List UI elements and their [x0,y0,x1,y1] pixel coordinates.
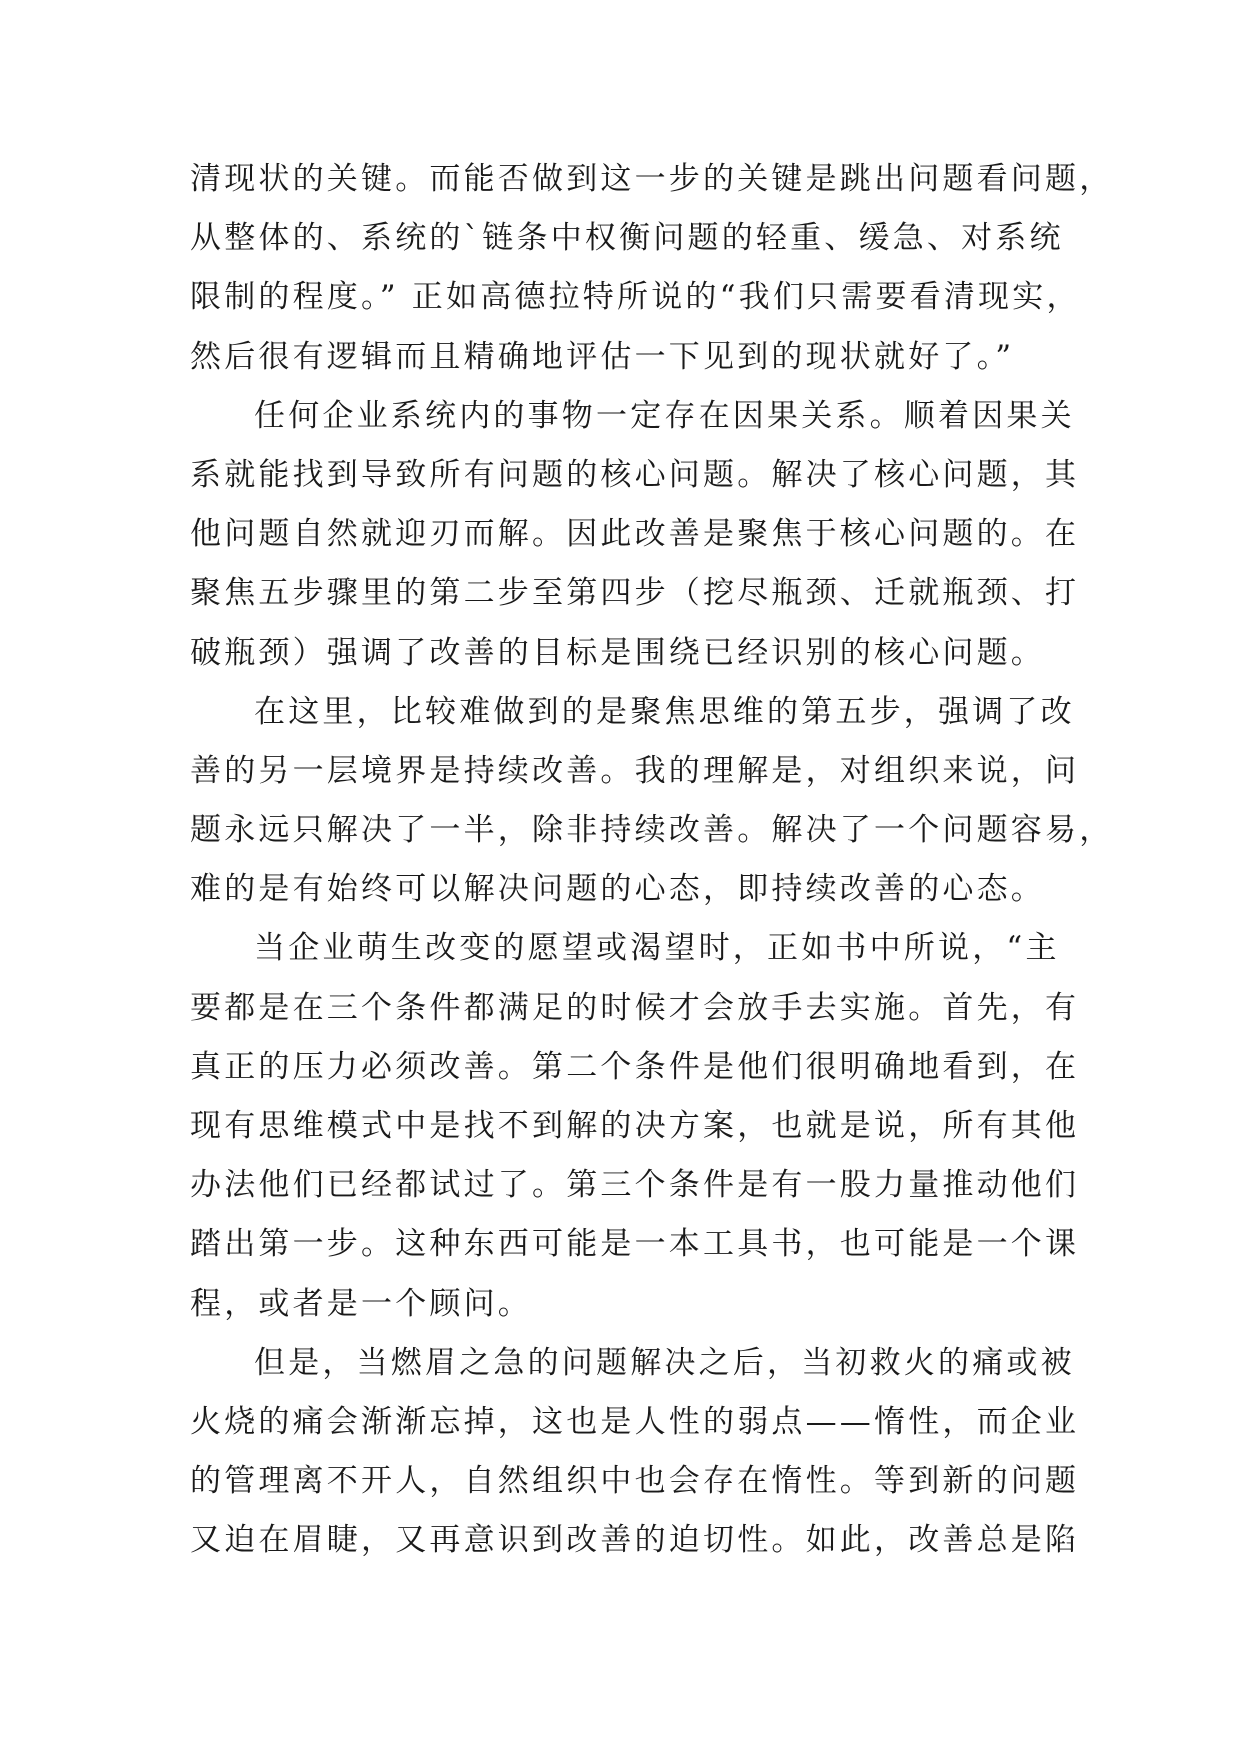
paragraph-first-line: 但是，当燃眉之急的问题解决之后，当初救火的痛或被 [254,1344,1075,1381]
paragraph-first-line: 任何企业系统内的事物一定存在因果关系。顺着因果关 [254,397,1075,434]
text-line: 清现状的关键。而能否做到这一步的关键是跳出问题看问题， [190,161,1114,197]
text-line: 程，或者是一个顾问。 [190,1285,532,1322]
text-line: 破瓶颈）强调了改善的目标是围绕已经识别的核心问题。 [190,634,1045,671]
text-line: 要都是在三个条件都满足的时候才会放手去实施。首先，有 [190,989,1080,1026]
text-line: 从整体的、系统的`链条中权衡问题的轻重、缓急、对系统 [190,220,1064,257]
text-line: 踏出第一步。这种东西可能是一本工具书，也可能是一个课 [190,1226,1080,1263]
text-line: 聚焦五步骤里的第二步至第四步（挖尽瓶颈、迁就瓶颈、打 [190,575,1080,612]
text-line: 的管理离不开人，自然组织中也会存在惰性。等到新的问题 [190,1463,1080,1500]
text-line: 难的是有始终可以解决问题的心态，即持续改善的心态。 [190,871,1045,908]
text-line: 真正的压力必须改善。第二个条件是他们很明确地看到，在 [190,1048,1080,1085]
paragraph-first-line: 当企业萌生改变的愿望或渴望时，正如书中所说，“主 [254,930,1060,967]
text-line: 办法他们已经都试过了。第三个条件是有一股力量推动他们 [190,1167,1080,1204]
text-line: 现有思维模式中是找不到解的决方案，也就是说，所有其他 [190,1108,1080,1144]
text-line: 又迫在眉睫，又再意识到改善的迫切性。如此，改善总是陷 [190,1522,1080,1559]
body-text [190,150,1114,1571]
text-line: 题永远只解决了一半，除非持续改善。解决了一个问题容易， [190,812,1114,849]
paragraph-first-line: 在这里，比较难做到的是聚焦思维的第五步，强调了改 [254,693,1075,730]
text-line: 火烧的痛会渐渐忘掉，这也是人性的弱点——惰性，而企业 [190,1403,1080,1440]
text-line: 限制的程度。” 正如高德拉特所说的“我们只需要看清现实， [190,279,1081,316]
text-line: 然后很有逻辑而且精确地评估一下见到的现状就好了。” [190,338,1015,375]
text-line: 他问题自然就迎刃而解。因此改善是聚焦于核心问题的。在 [190,516,1080,553]
text-line: 系就能找到导致所有问题的核心问题。解决了核心问题，其 [190,456,1080,493]
text-line: 善的另一层境界是持续改善。我的理解是，对组织来说，问 [190,752,1080,789]
